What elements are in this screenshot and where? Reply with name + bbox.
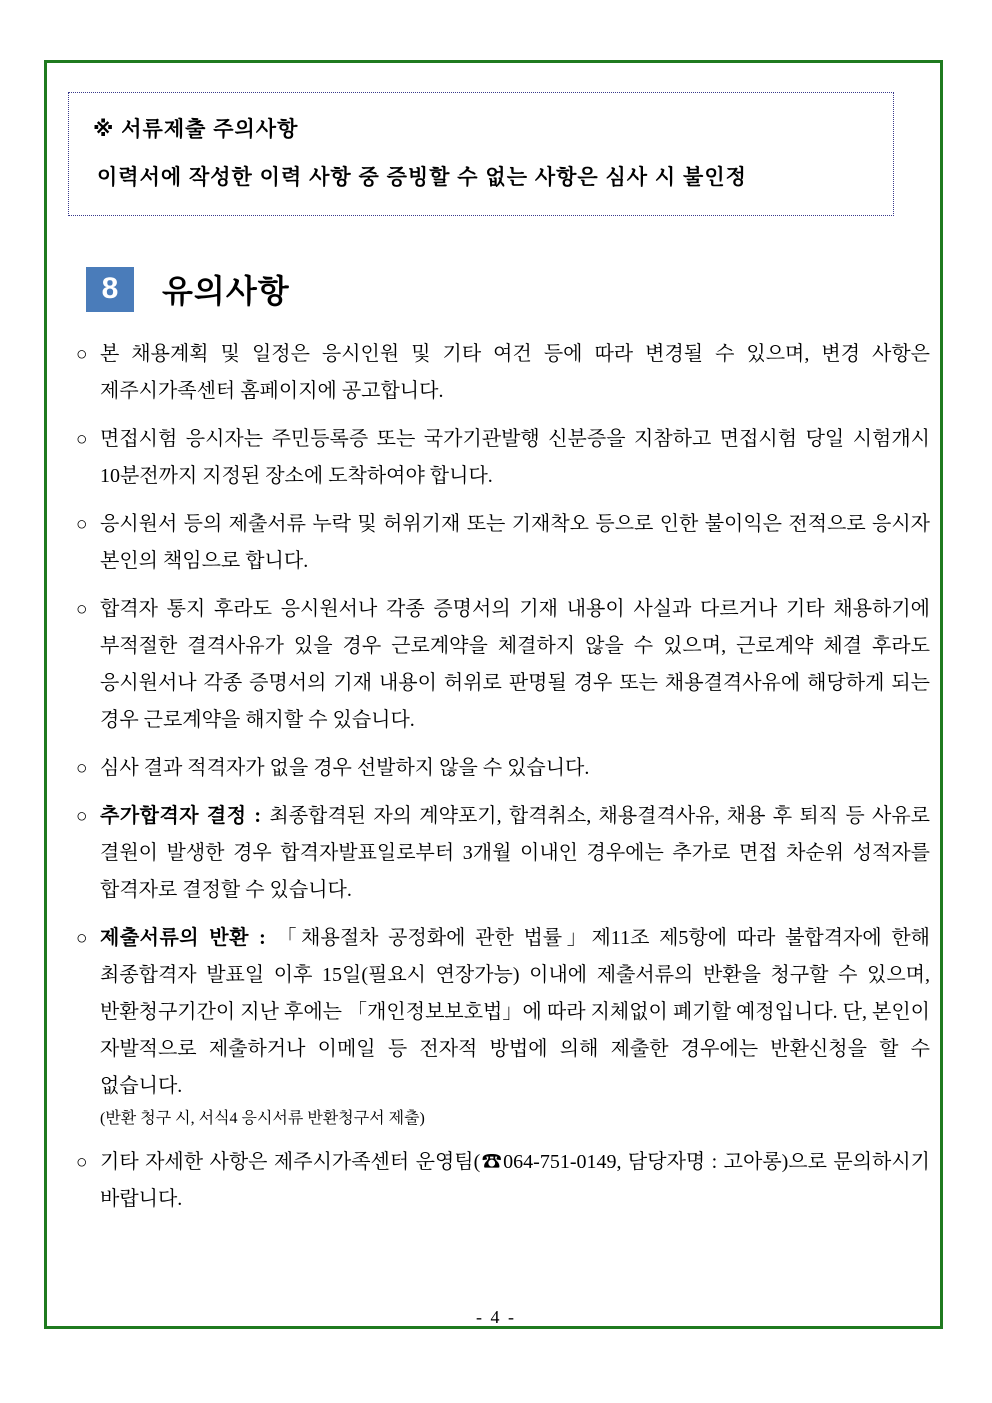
- circle-bullet-icon: ○: [76, 806, 88, 827]
- circle-bullet-icon: ○: [76, 758, 88, 779]
- list-item: [64, 798, 930, 909]
- note-text: 면접시험 응시자는 주민등록증 또는 국가기관발행 신분증을 지참하고 면접시험 당일 시험개시 10분전까지 지정된 장소에 도착하여야 합니다.: [100, 428, 930, 487]
- section-header: [86, 266, 932, 312]
- note-text: 제출서류의 반환 : 「채용절차 공정화에 관한 법률」제11조 제5항에 따라 불합격자에 한해 최종합격자 발표일 이후 15일(필요시 연장가능) 이내에 제출서류의 반환을 청구할 수 있으며, 반환청구기간이 지난 후에는 「개인정보보호법」에 따라 지체없이 폐기할 예정입니다. 단, 본인이 자발적으로 제출하거나 이메일 등 전자적 방법에 의해 제출한 경우에는 반환신청을 할 수 없습니다. (반환 청구 시, 서식4 응시서류 반환청구서 제출): [100, 920, 930, 1133]
- section-number-badge: 8: [86, 267, 134, 312]
- list-item: [64, 1144, 930, 1218]
- note-text: 본 채용계획 및 일정은 응시인원 및 기타 여건 등에 따라 변경될 수 있으며, 변경 사항은 제주시가족센터 홈페이지에 공고합니다.: [100, 343, 930, 402]
- note-text: 응시원서 등의 제출서류 누락 및 허위기재 또는 기재착오 등으로 인한 불이익은 전적으로 응시자 본인의 책임으로 합니다.: [100, 513, 930, 572]
- page-content: [64, 92, 932, 1218]
- note-text: 합격자 통지 후라도 응시원서나 각종 증명서의 기재 내용이 사실과 다르거나 기타 채용하기에 부적절한 결격사유가 있을 경우 근로계약을 체결하지 않을 수 있으며, 근로계약 체결 후라도 응시원서나 각종 증명서의 기재 내용이 허위로 판명될 경우 또는 채용결격사유에 해당하게 되는 경우 근로계약을 해지할 수 있습니다.: [100, 598, 930, 731]
- note-bold-prefix: 추가합격자 결정 :: [100, 805, 270, 827]
- circle-bullet-icon: ○: [76, 429, 88, 450]
- circle-bullet-icon: ○: [76, 344, 88, 365]
- list-item: [64, 506, 930, 580]
- list-item: [64, 750, 930, 787]
- list-item: [64, 421, 930, 495]
- note-text: 추가합격자 결정 : 최종합격된 자의 계약포기, 합격취소, 채용결격사유, 채용 후 퇴직 등 사유로 결원이 발생한 경우 합격자발표일로부터 3개월 이내인 경우에는 추가로 면접 차순위 성적자를 합격자로 결정할 수 있습니다.: [100, 805, 930, 901]
- section-title: 유의사항: [162, 273, 290, 309]
- circle-bullet-icon: ○: [76, 1152, 88, 1173]
- page-number: - 4 -: [476, 1307, 516, 1327]
- note-bold-prefix: 제출서류의 반환 :: [100, 927, 277, 949]
- circle-bullet-icon: ○: [76, 514, 88, 535]
- note-text: 심사 결과 적격자가 없을 경우 선발하지 않을 수 있습니다.: [100, 757, 590, 779]
- notes-list: [64, 336, 930, 1218]
- circle-bullet-icon: ○: [76, 599, 88, 620]
- note-text: 기타 자세한 사항은 제주시가족센터 운영팀(☎064-751-0149, 담당자명 : 고아롱)으로 문의하시기 바랍니다.: [100, 1151, 930, 1210]
- notice-title: ※ 서류제출 주의사항: [93, 118, 299, 141]
- list-item: [64, 920, 930, 1133]
- circle-bullet-icon: ○: [76, 928, 88, 949]
- notice-body: 이력서에 작성한 이력 사항 중 증빙할 수 없는 사항은 심사 시 불인정: [97, 166, 747, 189]
- list-item: [64, 336, 930, 410]
- sub-note: (반환 청구 시, 서식4 응시서류 반환청구서 제출): [100, 1110, 425, 1127]
- submission-notice-box: [68, 92, 894, 216]
- list-item: [64, 591, 930, 739]
